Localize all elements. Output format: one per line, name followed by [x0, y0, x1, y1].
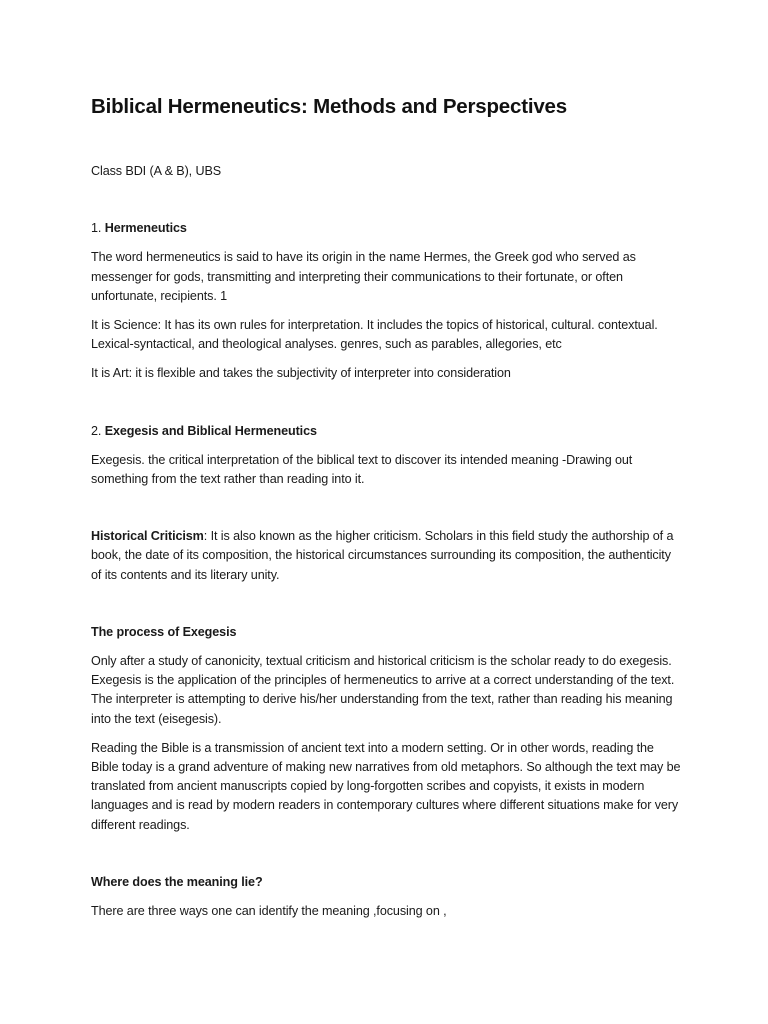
historical-criticism-text: : It is also known as the higher criticism. Scholars in this field study the authorship of a book, the date of its composition, the historical circumstances surrounding its composition, the authenticity of its contents and its literary unity.	[91, 529, 674, 582]
section-heading-process	[91, 623, 681, 642]
section-heading-text: Exegesis and Biblical Hermeneutics	[104, 423, 317, 438]
term-historical-criticism: Historical Criticism	[91, 529, 204, 544]
paragraph-exegesis: Exegesis. the critical interpretation of the biblical text to discover its intended meaning -Drawing out something from the text rather than reading into it.	[91, 452, 633, 487]
paragraph-process-2: Reading the Bible is a transmission of ancient text into a modern setting. Or in other words, reading the Bible today is a grand adventure of making new narratives from old metaphors. So although the text may be translated from ancient manuscripts copied by long-forgotten scribes and copyists, it exists in modern languages and is read by modern readers in contemporary cultures where different situations make for very different readings.	[91, 740, 681, 832]
document-page	[91, 94, 681, 921]
section-heading-hermeneutics	[91, 219, 681, 238]
document-subtitle: Class BDI (A & B), UBS	[91, 164, 222, 178]
section-heading-text: Hermeneutics	[104, 221, 187, 236]
paragraph-art: It is Art: it is flexible and takes the subjectivity of interpreter into consideration	[91, 366, 511, 381]
section-heading-exegesis	[91, 422, 681, 441]
paragraph-hermes: The word hermeneutics is said to have its origin in the name Hermes, the Greek god who served as messenger for gods, transmitting and interpreting their communications to their fortunate, or often unfortunate, recipients. 1	[91, 250, 636, 303]
paragraph-process-1: Only after a study of canonicity, textual criticism and historical criticism is the scholar ready to do exegesis. Exegesis is the application of the principles of hermeneutics to arrive at a correct understanding of the text. The interpreter is attempting to derive his/her understanding from the text, rather than reading his meaning into the text (eisegesis).	[91, 654, 675, 726]
paragraph-science: It is Science: It has its own rules for interpretation. It includes the topics of historical, cultural. contextual. Lexical-syntactical, and theological analyses. genres, such as parables, allegories, etc	[91, 318, 658, 352]
section-number: 1.	[91, 221, 105, 236]
paragraph-historical-criticism	[91, 527, 681, 585]
section-heading-meaning	[91, 873, 681, 892]
section-heading-text: The process of Exegesis	[91, 624, 237, 639]
document-title: Biblical Hermeneutics: Methods and Perspectives	[91, 95, 567, 118]
section-heading-text: Where does the meaning lie?	[91, 874, 263, 889]
section-number: 2.	[91, 423, 105, 438]
paragraph-meaning: There are three ways one can identify the meaning ,focusing on ,	[91, 904, 447, 919]
